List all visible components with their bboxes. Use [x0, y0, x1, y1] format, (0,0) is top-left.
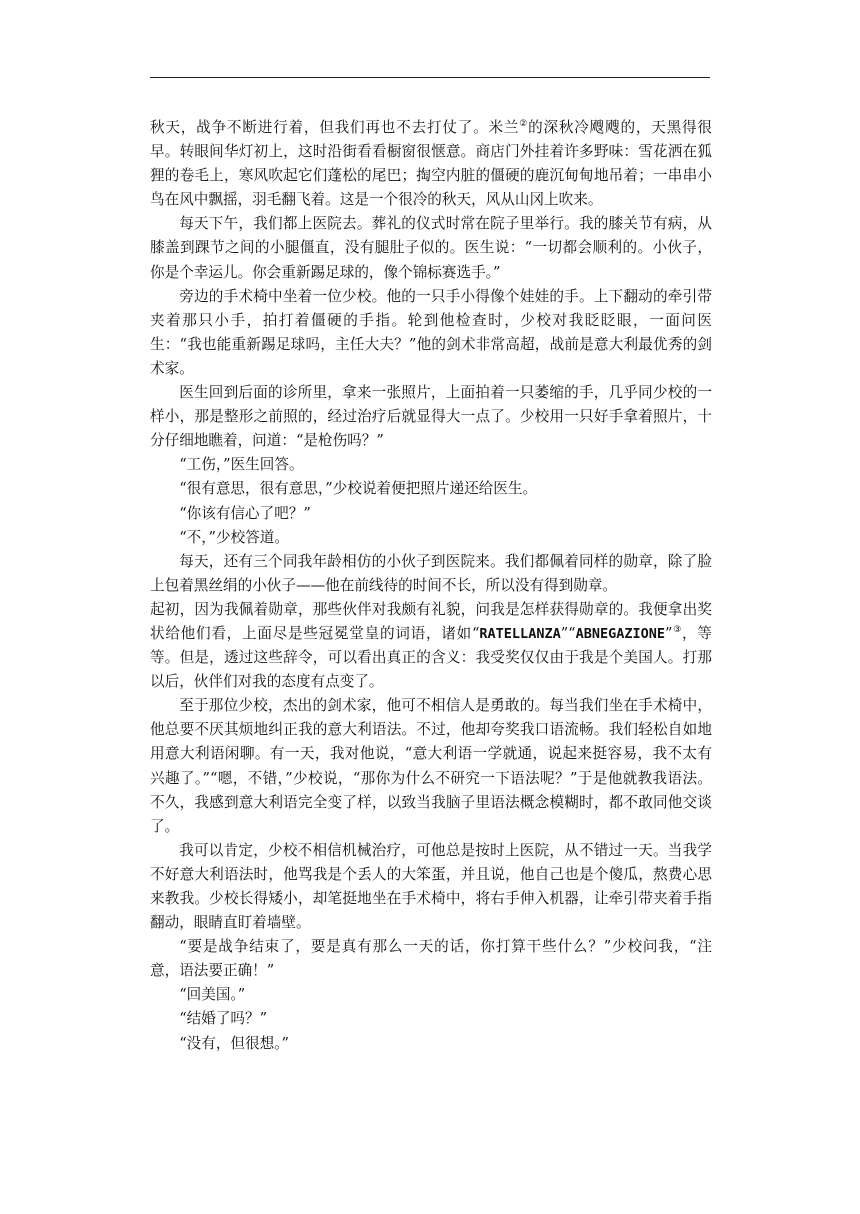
paragraph — [150, 477, 712, 501]
paragraph-text: 每天，还有三个同我年龄相仿的小伙子到医院来。我们都佩着同样的勋章，除了脸上包着黑丝绢的小伙子——他在前线待的时间不长，所以没有得到勋章。 — [150, 552, 712, 594]
paragraph-text: 秋天，战争不断进行着，但我们再也不去打仗了。米兰 — [150, 119, 520, 136]
paragraph-text: 至于那位少校，杰出的剑术家，他可不相信人是勇敢的。每当我们坐在手术椅中，他总要不厌其烦地纠正我的意大利语法。不过，他却夸奖我口语流畅。我们轻松自如地用意大利语闲聊。有一天，我对他说，“意大利语一学就通，说起来挺容易，我不太有兴趣了。”“嗯，不错，”少校说，“那你为什么不研究一下语法呢？”于是他就教我语法。不久，我感到意大利语完全变了样，以致当我脑子里语法概念模糊时，都不敢同他交谈了。 — [150, 697, 712, 835]
paragraph — [150, 694, 712, 839]
paragraph-text: 旁边的手术椅中坐着一位少校。他的一只手小得像个娃娃的手。上下翻动的牵引带夹着那只小手，拍打着僵硬的手指。轮到他检查时，少校对我眨眨眼，一面问医生：“我也能重新踢足球吗，主任大夫？”他的剑术非常高超，战前是意大利最优秀的剑术家。 — [150, 287, 712, 377]
paragraph — [150, 550, 712, 598]
paragraph — [150, 598, 712, 694]
paragraph — [150, 839, 712, 935]
paragraph-text: 每天下午，我们都上医院去。葬礼的仪式时常在院子里举行。我的膝关节有病，从膝盖到踝节之间的小腿僵直，没有腿肚子似的。医生说：“一切都会顺利的。小伙子，你是个幸运儿。你会重新踢足球的，像个锦标赛选手。” — [150, 215, 712, 281]
paragraph-text: “你该有信心了吧？” — [179, 504, 311, 522]
paragraph — [150, 502, 712, 526]
paragraph — [150, 1007, 712, 1031]
paragraph — [150, 453, 712, 477]
paragraph — [150, 285, 712, 381]
paragraph-text: “回美国。” — [179, 986, 246, 1004]
paragraph-text: ，等等。但是，透过这些辞令，可以看出真正的含义：我受奖仅仅由于我是个美国人。打那以后，伙伴们对我的态度有点变了。 — [150, 624, 712, 691]
paragraph-text: “不，”少校答道。 — [179, 528, 289, 546]
paragraph-text: “工伤，”医生回答。 — [179, 456, 304, 474]
article-body — [150, 116, 712, 1056]
italian-term: ABNEGAZIONE — [575, 625, 666, 642]
paragraph — [150, 116, 712, 212]
paragraph-text: “没有，但很想。” — [179, 1034, 289, 1052]
footnote-marker: ③ — [672, 625, 683, 636]
paragraph — [150, 935, 712, 983]
paragraph — [150, 212, 712, 284]
paragraph — [150, 526, 712, 550]
paragraph-text: ”“ — [560, 624, 576, 642]
paragraph-text: 医生回到后面的诊所里，拿来一张照片，上面拍着一只萎缩的手，几乎同少校的一样小，那是整形之前照的，经过治疗后就显得大一点了。少校用一只好手拿着照片，十分仔细地瞧着，问道：“是枪伤吗？” — [150, 384, 712, 450]
paragraph-text: 的深秋冷飕飕的，天黑得很早。转眼间华灯初上，这时沿街看看橱窗很惬意。商店门外挂着许多野味：雪花洒在狐狸的卷毛上，寒风吹起它们蓬松的尾巴；掏空内脏的僵硬的鹿沉甸甸地吊着；一串串小鸟在风中飘摇，羽毛翻飞着。这是一个很冷的秋天，风从山冈上吹来。 — [150, 119, 712, 209]
paragraph-text: 我可以肯定，少校不相信机械治疗，可他总是按时上医院，从不错过一天。当我学不好意大利语法时，他骂我是个丢人的大笨蛋，并且说，他自己也是个傻瓜，熬费心思来教我。少校长得矮小，却笔挺地坐在手术椅中，将右手伸入机器，让牵引带夹着手指翻动，眼睛直盯着墙壁。 — [150, 841, 712, 932]
paragraph — [150, 1032, 712, 1056]
paragraph-text: “很有意思，很有意思，”少校说着便把照片递还给医生。 — [179, 480, 538, 498]
paragraph — [150, 983, 712, 1007]
footnote-marker: ② — [519, 119, 529, 130]
paragraph-text: 起初，因为我佩着勋章，那些伙伴对我颇有礼貌，问我是怎样获得勋章的。我便拿出奖状给他们看，上面尽是些冠冕堂皇的词语，诸如“ — [150, 600, 712, 642]
paragraph-text: “要是战争结束了，要是真有那么一天的话，你打算干些什么？”少校问我，“注意，语法要正确！” — [150, 938, 712, 980]
header-rule — [150, 77, 710, 78]
italian-term: RATELLANZA — [479, 625, 561, 642]
paragraph-text: ” — [665, 624, 673, 642]
paragraph — [150, 381, 712, 453]
paragraph-text: “结婚了吗？” — [179, 1010, 268, 1028]
